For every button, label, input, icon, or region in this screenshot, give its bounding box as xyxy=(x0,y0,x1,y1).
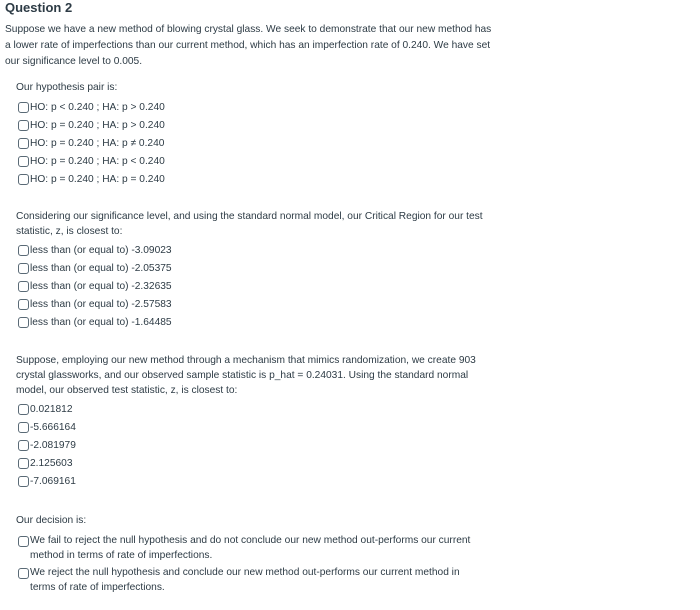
option-label: HO: p = 0.240 ; HA: p < 0.240 xyxy=(30,155,165,167)
critical-region-prompt: Considering our significance level, and using the standard normal model, our Critical Region for our test statistic, z, is closest to: xyxy=(16,211,483,237)
option-label: We reject the null hypothesis and conclude our new method out-performs our current method in terms of rate of imperfections. xyxy=(30,567,460,593)
radio-button[interactable] xyxy=(18,299,29,310)
decision-option[interactable] xyxy=(18,534,486,563)
decision-option[interactable] xyxy=(18,566,486,595)
critical-region-section xyxy=(16,209,496,331)
radio-button[interactable] xyxy=(18,245,29,256)
hypothesis-option[interactable] xyxy=(18,135,496,153)
critical-region-option[interactable] xyxy=(18,242,496,260)
critical-region-option[interactable] xyxy=(18,295,496,313)
question-title: Question 2 xyxy=(5,0,73,15)
hypothesis-option[interactable] xyxy=(18,117,496,135)
hypothesis-option[interactable] xyxy=(18,99,496,117)
test-statistic-section xyxy=(16,353,486,490)
option-label: less than (or equal to) -2.57583 xyxy=(30,298,172,310)
radio-button[interactable] xyxy=(18,568,29,579)
radio-button[interactable] xyxy=(18,120,29,131)
radio-button[interactable] xyxy=(18,317,29,328)
question-intro: Suppose we have a new method of blowing crystal glass. We seek to demonstrate that our new method has a lower rate of imperfections than our current method, which has an imperfection rate of 0.240. We have set our significance level to 0.005. xyxy=(5,24,492,67)
option-label: -5.666164 xyxy=(30,422,76,434)
radio-button[interactable] xyxy=(18,174,29,185)
option-label: less than (or equal to) -3.09023 xyxy=(30,245,172,257)
option-label: HO: p = 0.240 ; HA: p > 0.240 xyxy=(30,120,165,132)
option-label: HO: p = 0.240 ; HA: p = 0.240 xyxy=(30,173,165,185)
hypothesis-prompt: Our hypothesis pair is: xyxy=(16,82,118,93)
radio-button[interactable] xyxy=(18,263,29,274)
option-label: less than (or equal to) -2.32635 xyxy=(30,280,172,292)
option-label: HO: p = 0.240 ; HA: p ≠ 0.240 xyxy=(30,137,165,149)
radio-button[interactable] xyxy=(18,536,29,547)
radio-button[interactable] xyxy=(18,458,29,469)
hypothesis-section xyxy=(16,80,496,188)
test-statistic-prompt: Suppose, employing our new method through a mechanism that mimics randomization, we create 903 crystal glassworks, and our observed sample statistic is p_hat = 0.24031. Using the standard normal model, our observed test statistic, z, is closest to: xyxy=(16,355,476,396)
test-statistic-option[interactable] xyxy=(18,401,486,419)
hypothesis-option[interactable] xyxy=(18,170,496,188)
radio-button[interactable] xyxy=(18,440,29,451)
option-label: 0.021812 xyxy=(30,404,73,416)
critical-region-option[interactable] xyxy=(18,260,496,278)
option-label: 2.125603 xyxy=(30,457,73,469)
decision-prompt: Our decision is: xyxy=(16,515,87,526)
radio-button[interactable] xyxy=(18,138,29,149)
critical-region-option[interactable] xyxy=(18,313,496,331)
test-statistic-option[interactable] xyxy=(18,437,486,455)
radio-button[interactable] xyxy=(18,156,29,167)
critical-region-option[interactable] xyxy=(18,278,496,296)
option-label: -7.069161 xyxy=(30,475,76,487)
decision-section xyxy=(16,513,486,598)
test-statistic-option[interactable] xyxy=(18,419,486,437)
radio-button[interactable] xyxy=(18,476,29,487)
test-statistic-option[interactable] xyxy=(18,454,486,472)
radio-button[interactable] xyxy=(18,102,29,113)
option-label: less than (or equal to) -2.05375 xyxy=(30,263,172,275)
option-label: -2.081979 xyxy=(30,439,76,451)
option-label: We fail to reject the null hypothesis and do not conclude our new method out-performs our current method in terms of rate of imperfections. xyxy=(30,535,471,561)
hypothesis-option[interactable] xyxy=(18,152,496,170)
option-label: less than (or equal to) -1.64485 xyxy=(30,316,172,328)
option-label: HO: p < 0.240 ; HA: p > 0.240 xyxy=(30,102,165,114)
test-statistic-option[interactable] xyxy=(18,472,486,490)
radio-button[interactable] xyxy=(18,422,29,433)
radio-button[interactable] xyxy=(18,281,29,292)
radio-button[interactable] xyxy=(18,404,29,415)
